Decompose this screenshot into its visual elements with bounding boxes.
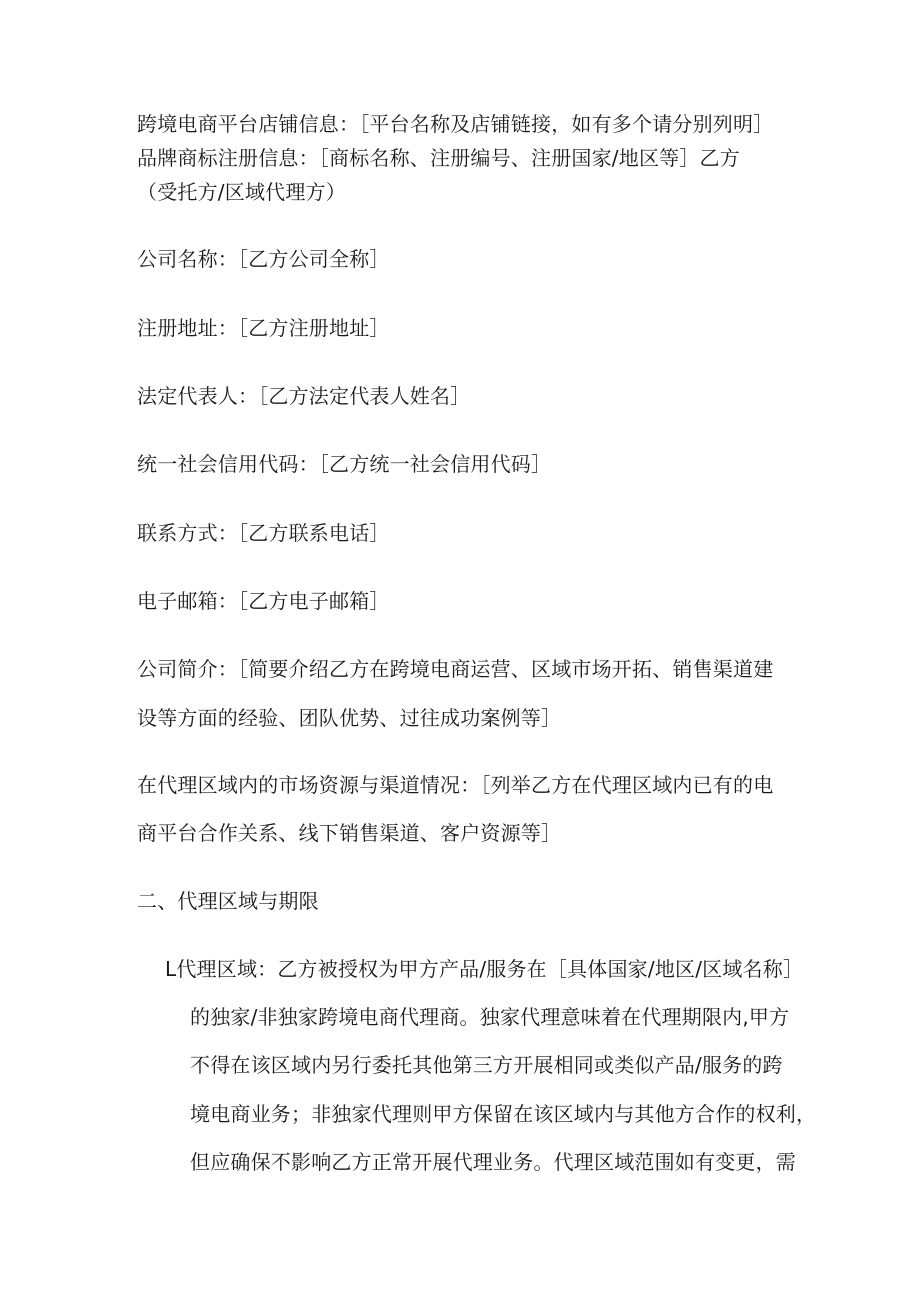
trademark-info-line: 品牌商标注册信息：［商标名称、注册编号、注册国家/地区等］乙方	[137, 146, 740, 170]
email-line: 电子邮箱：［乙方电子邮箱］	[137, 589, 390, 613]
clause-1-line-4: 境电商业务；非独家代理则甲方保留在该区域内与其他方合作的权利，	[190, 1102, 817, 1126]
legal-rep-line: 法定代表人：［乙方法定代表人姓名］	[137, 384, 471, 408]
credit-code-line: 统一社会信用代码：［乙方统一社会信用代码］	[137, 452, 552, 476]
party-b-role-line: （受托方/区域代理方）	[137, 180, 346, 204]
clause-1-line-1: L代理区域：乙方被授权为甲方产品/服务在［具体国家/地区/区域名称］	[165, 957, 804, 981]
company-name-line: 公司名称：［乙方公司全称］	[137, 247, 390, 271]
contact-line: 联系方式：［乙方联系电话］	[137, 521, 390, 545]
section-heading: 二、代理区域与期限	[137, 889, 319, 913]
resources-line-1: 在代理区域内的市场资源与渠道情况：［列举乙方在代理区域内已有的电	[137, 773, 774, 797]
clause-1-line-2: 的独家/非独家跨境电商代理商。独家代理意味着在代理期限内,甲方	[190, 1005, 790, 1029]
resources-line-2: 商平台合作关系、线下销售渠道、客户资源等］	[137, 821, 562, 845]
registered-address-line: 注册地址：［乙方注册地址］	[137, 316, 390, 340]
intro-line-1: 公司简介：［简要介绍乙方在跨境电商运营、区域市场开拓、销售渠道建	[137, 657, 774, 681]
clause-1-line-5: 但应确保不影响乙方正常开展代理业务。代理区域范围如有变更，需	[190, 1150, 796, 1174]
intro-line-2: 设等方面的经验、团队优势、过往成功案例等］	[137, 706, 562, 730]
clause-1-line-3: 不得在该区域内另行委托其他第三方开展相同或类似产品/服务的跨	[190, 1053, 783, 1077]
store-info-line: 跨境电商平台店铺信息：［平台名称及店铺链接，如有多个请分别列明］	[137, 112, 774, 136]
